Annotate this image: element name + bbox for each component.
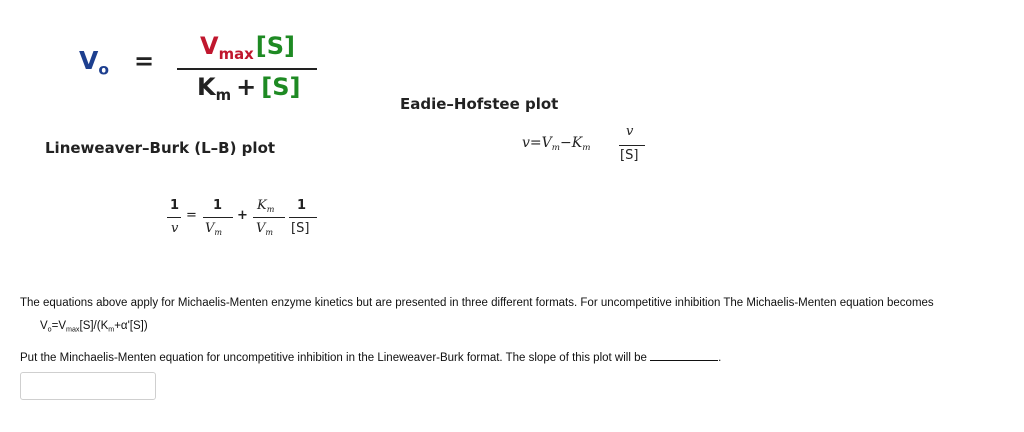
numerator-vmax-s: $V_{max}[S]$ — [200, 32, 295, 64]
lineweaver-burk-title: Lineweaver–Burk (L–B) plot — [45, 139, 276, 157]
michaelis-menten-equation — [0, 0, 340, 110]
eadie-hofstee-equation: $v=V_m-K_m$ v [S] — [522, 124, 662, 168]
answer-blank — [650, 349, 718, 361]
explanation-paragraph: The equations above apply for Michaelis-Menten enzyme kinetics but are presented in three different formats. For uncompetitive inhibition The Michaelis-Menten equation becomes — [20, 297, 934, 309]
vo-symbol: $V_o$ — [79, 46, 110, 79]
denominator-km-s: $K_m + [S]$ — [197, 73, 301, 105]
uncompetitive-equation: $V_o=V_{max}[S]/(K_m+\alpha'[S])$ — [40, 320, 148, 334]
answer-input[interactable] — [20, 372, 156, 400]
question-text: Put the Minchaelis-Menten equation for uncompetitive inhibition in the Lineweaver-Burk format. The slope of this plot will be . — [20, 349, 721, 364]
equals-sign: = — [134, 47, 155, 75]
lineweaver-burk-equation: 1 v = 1 $V_m$ + $K_m$ $V_m$ 1 [S] — [165, 198, 325, 250]
main-fraction-bar — [177, 68, 317, 70]
eadie-hofstee-title: Eadie–Hofstee plot — [400, 95, 559, 113]
eadie-fraction-bar — [619, 145, 645, 146]
